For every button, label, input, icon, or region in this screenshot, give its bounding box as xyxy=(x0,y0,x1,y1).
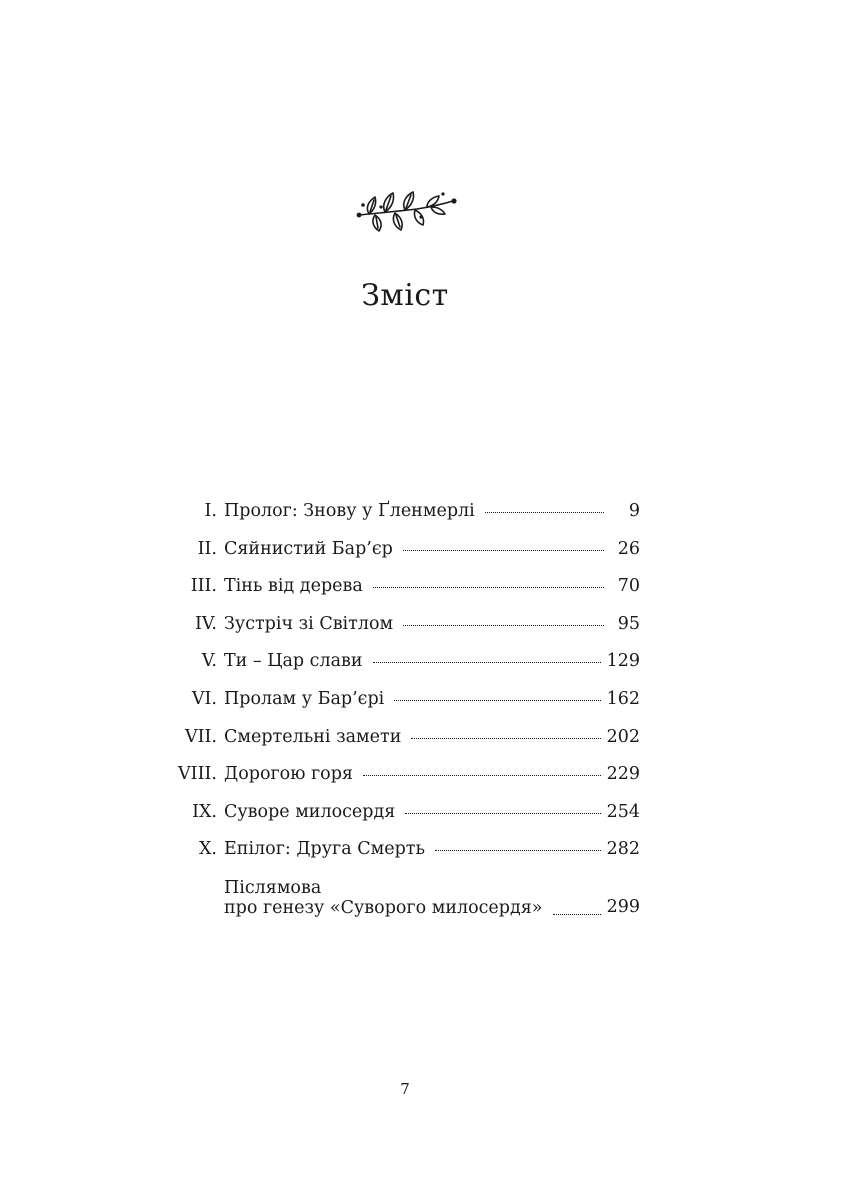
afterword-title-line1: Післямова xyxy=(224,877,322,898)
chapter-title: Дорогою горя xyxy=(224,764,353,785)
dot-leader xyxy=(553,913,601,915)
toc-entry xyxy=(150,763,640,801)
page-number: 95 xyxy=(617,613,640,634)
chapter-title: Ти – Цар слави xyxy=(224,651,363,672)
chapter-number: VII. xyxy=(184,726,217,747)
laurel-branch-icon xyxy=(355,187,459,235)
toc-entry xyxy=(150,726,640,764)
afterword-title xyxy=(224,878,553,918)
afterword-title-line2: про генезу «Суворого милосердя» xyxy=(224,897,543,918)
page-number: 129 xyxy=(606,651,640,672)
dot-leader xyxy=(373,586,604,588)
toc-entry xyxy=(150,650,640,688)
page-number: 254 xyxy=(606,801,640,822)
chapter-title: Сяйнистий Бар’єр xyxy=(224,538,393,559)
chapter-number: V. xyxy=(201,651,217,672)
toc-entry-afterword xyxy=(150,876,640,918)
table-of-contents xyxy=(150,500,640,918)
dot-leader xyxy=(485,511,604,513)
page-number: 282 xyxy=(606,839,640,860)
page-number: 70 xyxy=(617,576,640,597)
dot-leader xyxy=(411,737,600,739)
page-number: 229 xyxy=(606,764,640,785)
dot-leader xyxy=(403,624,604,626)
toc-entry xyxy=(150,801,640,839)
chapter-title: Епілог: Друга Смерть xyxy=(224,839,425,860)
page-number: 162 xyxy=(606,688,640,709)
page-title: Зміст xyxy=(361,278,449,313)
toc-entry xyxy=(150,575,640,613)
toc-entry xyxy=(150,538,640,576)
chapter-title: Суворе милосердя xyxy=(224,801,396,822)
chapter-number: VI. xyxy=(191,688,217,709)
chapter-title: Смертельні замети xyxy=(224,726,402,747)
toc-entry xyxy=(150,500,640,538)
chapter-number: IV. xyxy=(194,613,217,634)
chapter-title: Зустріч зі Світлом xyxy=(224,613,394,634)
dot-leader xyxy=(363,774,601,776)
chapter-title: Пролам у Бар’єрі xyxy=(224,688,385,709)
chapter-number: I. xyxy=(204,501,217,521)
page-number: 202 xyxy=(606,726,640,747)
chapter-number: VIII. xyxy=(178,764,217,785)
chapter-number: X. xyxy=(198,839,217,860)
page-number: 299 xyxy=(606,896,640,917)
chapter-title: Тінь від дерева xyxy=(224,576,363,597)
dot-leader xyxy=(403,549,604,551)
chapter-number: II. xyxy=(197,538,217,559)
toc-entry xyxy=(150,613,640,651)
page-number: 26 xyxy=(617,538,640,559)
dot-leader xyxy=(373,661,601,663)
folio-page-number: 7 xyxy=(400,1080,410,1098)
dot-leader xyxy=(394,699,600,701)
page-number: 9 xyxy=(628,501,640,521)
chapter-number: III. xyxy=(190,576,217,597)
toc-entry xyxy=(150,838,640,876)
chapter-number: IX. xyxy=(192,801,217,822)
dot-leader xyxy=(435,849,601,851)
toc-entry xyxy=(150,688,640,726)
dot-leader xyxy=(405,812,600,814)
chapter-title: Пролог: Знову у Ґленмерлі xyxy=(224,501,475,521)
